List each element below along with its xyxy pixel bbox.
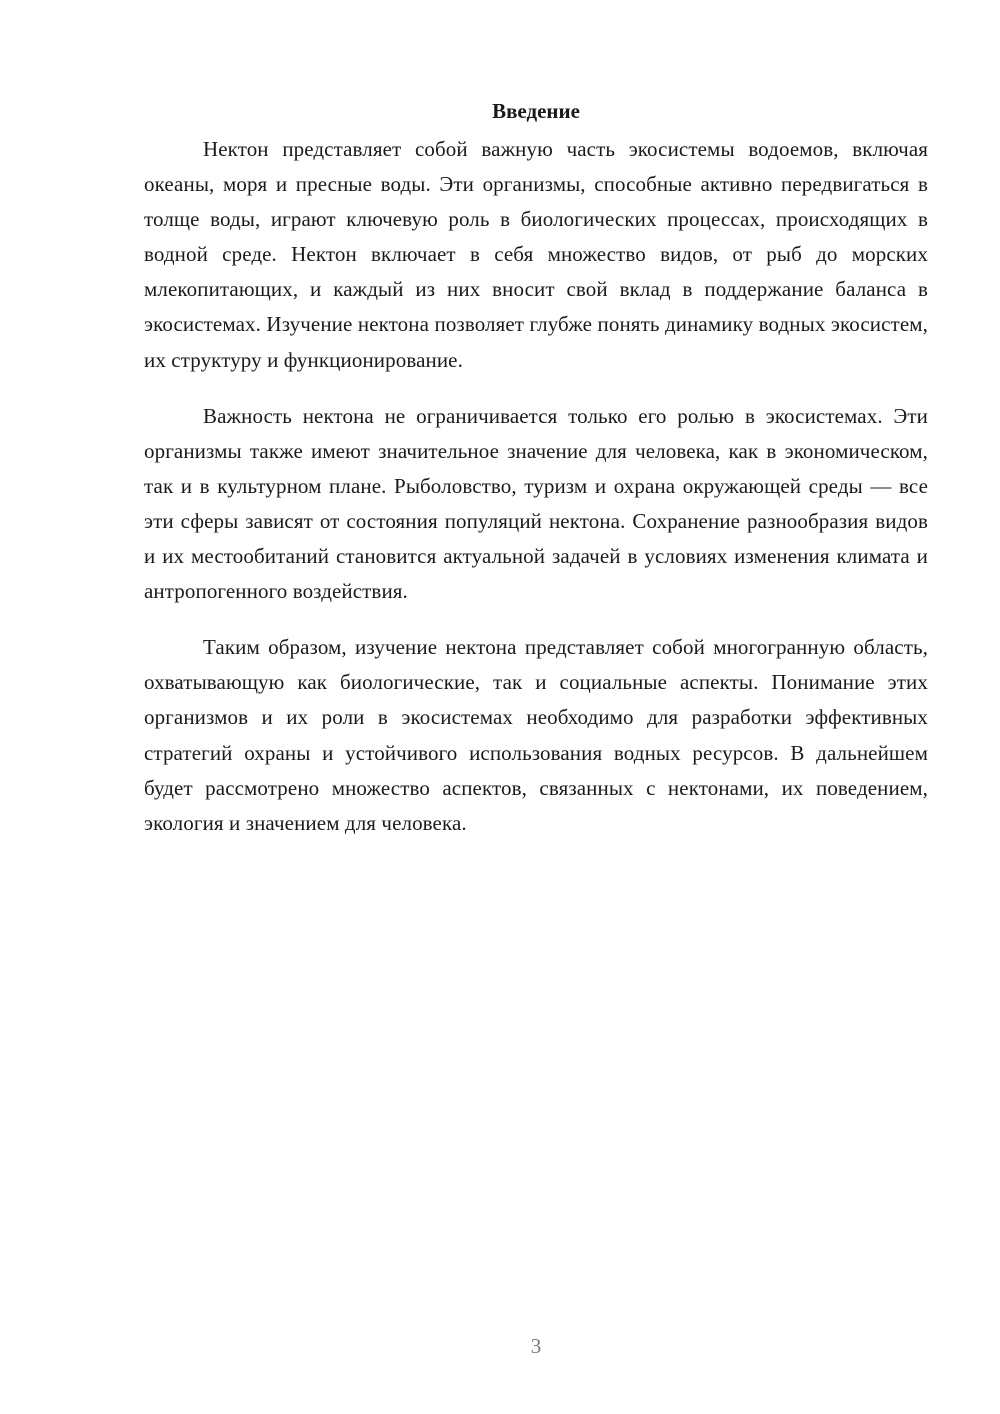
page-number: 3 bbox=[530, 1334, 542, 1358]
paragraph-2: Важность нектона не ограничивается только его ролью в экосистемах. Эти организмы также имеют значительное значение для человека, как в экономическом, так и в культурном плане. Рыболовство, туризм и охрана окружающей среды — все эти сферы зависят от состояния популяций нектона. Сохранение разнообразия видов и их местообитаний становится актуальной задачей в условиях изменения климата и антропогенного воздействия. bbox=[144, 403, 928, 604]
paragraph-1: Нектон представляет собой важную часть экосистемы водоемов, включая океаны, моря и пресные воды. Эти организмы, способные активно передвигаться в толще воды, играют ключевую роль в биологических процессах, происходящих в водной среде. Нектон включает в себя множество видов, от рыб до морских млекопитающих, и каждый из них вносит свой вклад в поддержание баланса в экосистемах. Изучение нектона позволяет глубже понять динамику водных экосистем, их структуру и функционирование. bbox=[144, 137, 928, 372]
page-content bbox=[144, 96, 928, 862]
section-heading: Введение bbox=[492, 99, 580, 123]
paragraph-3: Таким образом, изучение нектона представляет собой многогранную область, охватывающую как биологические, так и социальные аспекты. Понимание этих организмов и их роли в экосистемах необходимо для разработки эффективных стратегий охраны и устойчивого использования водных ресурсов. В дальнейшем будет рассмотрено множество аспектов, связанных с нектонами, их поведением, экология и значением для человека. bbox=[144, 635, 928, 835]
